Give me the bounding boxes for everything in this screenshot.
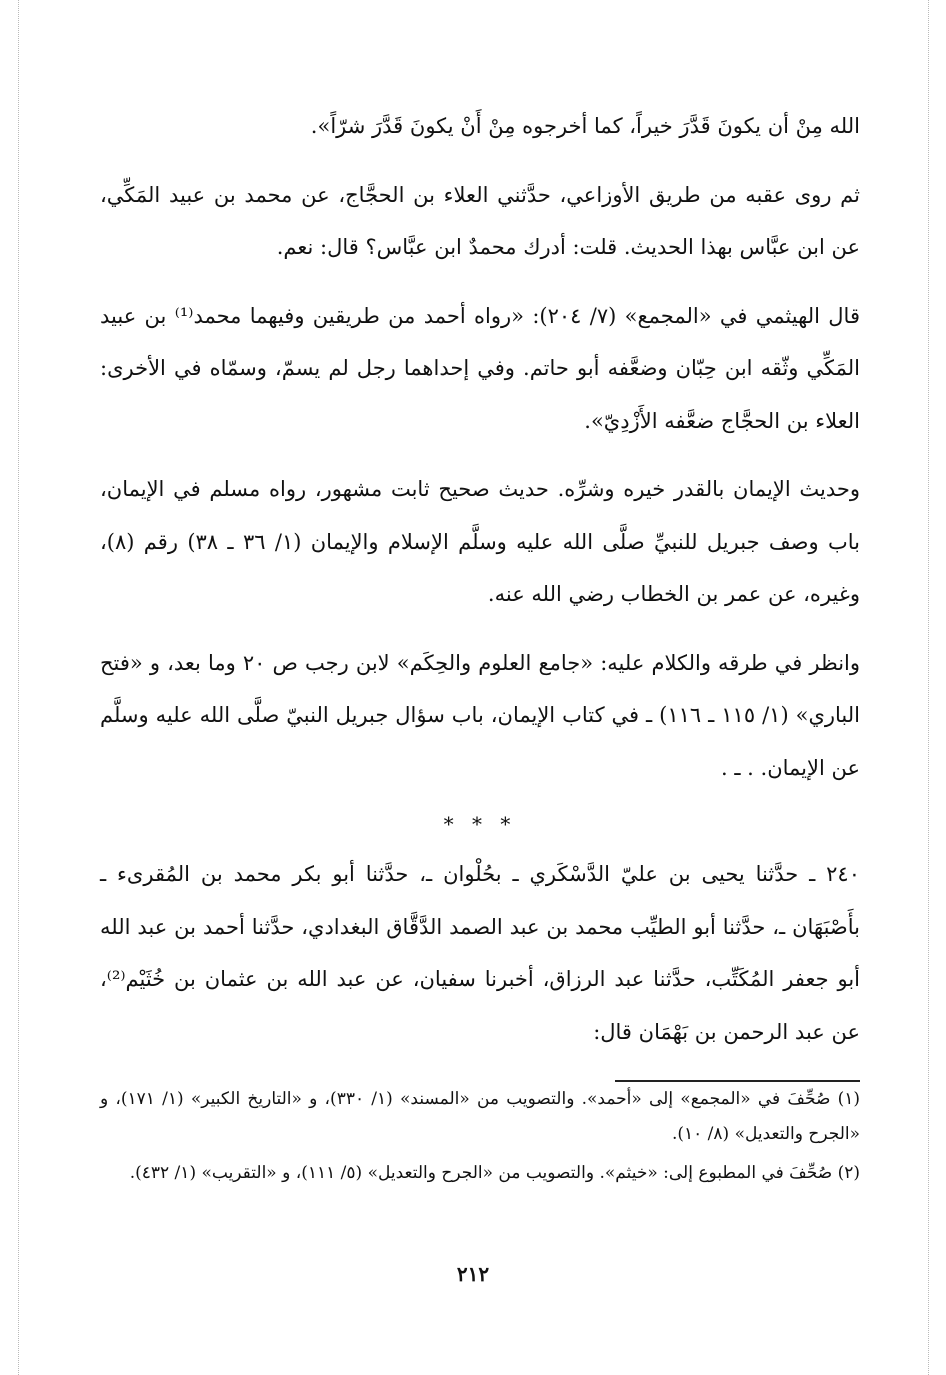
paragraph-4: وحديث الإيمان بالقدر خيره وشرِّه. حديث صحيح ثابت مشهور، رواه مسلم في الإيمان، باب وصف جبريل للنبيِّ صلَّى الله عليه وسلَّم الإسلام والإيمان (١/ ٣٦ ـ ٣٨) رقم (٨)، وغيره، عن عمر بن الخطاب رضي الله عنه. — [100, 477, 860, 606]
hadith-240: ٢٤٠ ـ حدَّثنا يحيى بن عليّ الدَّسْكَري ـ بحُلْوان ـ، حدَّثنا أبو بكر محمد بن المُقرىء ـ بأَصْبَهَان ـ، حدَّثنا أبو الطيِّب محمد بن عبد الصمد الدَّقَّاق البغدادي، حدَّثنا أحمد بن عبد الله أبو جعفر المُكَتِّب، حدَّثنا عبد الرزاق، أخبرنا سفيان، عن عبد الله بن عثمان بن خُثَيْم⁽²⁾، عن عبد الرحمن بن بَهْمَان قال: — [100, 862, 860, 1044]
paragraph-3: قال الهيثمي في «المجمع» (٧/ ٢٠٤): «رواه أحمد من طريقين وفيهما محمد⁽¹⁾ بن عبيد المَكِّي وثّقه ابن حِبّان وضعَّفه أبو حاتم. وفي إحداهما رجل لم يسمّ، وسمّاه في الأخرى: العلاء بن الحجَّاج ضعَّفه الأَزْدِيّ». — [100, 303, 860, 433]
footnote-1: (١) صُحِّفَ في «المجمع» إلى «أحمد». والتصويب من «المسند» (١/ ٣٣٠)، و «التاريخ الكبير» (١/ ١٧١)، و «الجرح والتعديل» (٨/ ١٠). — [100, 1089, 861, 1144]
paragraph-1: الله مِنْ أن يكونَ قَدَّرَ خيراً، كما أخرجوه مِنْ أَنْ يكونَ قَدَّرَ شرّاً». — [310, 114, 860, 138]
page-number: ٢١٢ — [456, 1262, 490, 1286]
paragraph-2: ثم روى عقبه من طريق الأوزاعي، حدَّثني العلاء بن الحجَّاج، عن محمد بن عبيد المَكِّي، عن ابن عبَّاس بهذا الحديث. قلت: أدرك محمدٌ ابن عبَّاس؟ قال: نعم. — [100, 182, 860, 259]
footnote-2: (٢) صُحِّفَ في المطبوع إلى: «خيثم». والتصويب من «الجرح والتعديل» (٥/ ١١١)، و «التقريب» (١/ ٤٣٢). — [129, 1163, 860, 1183]
margin-guide-right — [928, 0, 929, 1375]
margin-guide-left — [18, 0, 19, 1375]
page-body — [100, 100, 860, 1191]
section-separator: * * * — [443, 812, 517, 836]
paragraph-5: وانظر في طرقه والكلام عليه: «جامع العلوم والحِكَم» لابن رجب ص ٢٠ وما بعد، و «فتح الباري» (١/ ١١٥ ـ ١١٦) ـ في كتاب الإيمان، باب سؤال جبريل النبيّ صلَّى الله عليه وسلَّم عن الإيمان. . ـ . — [100, 650, 861, 780]
